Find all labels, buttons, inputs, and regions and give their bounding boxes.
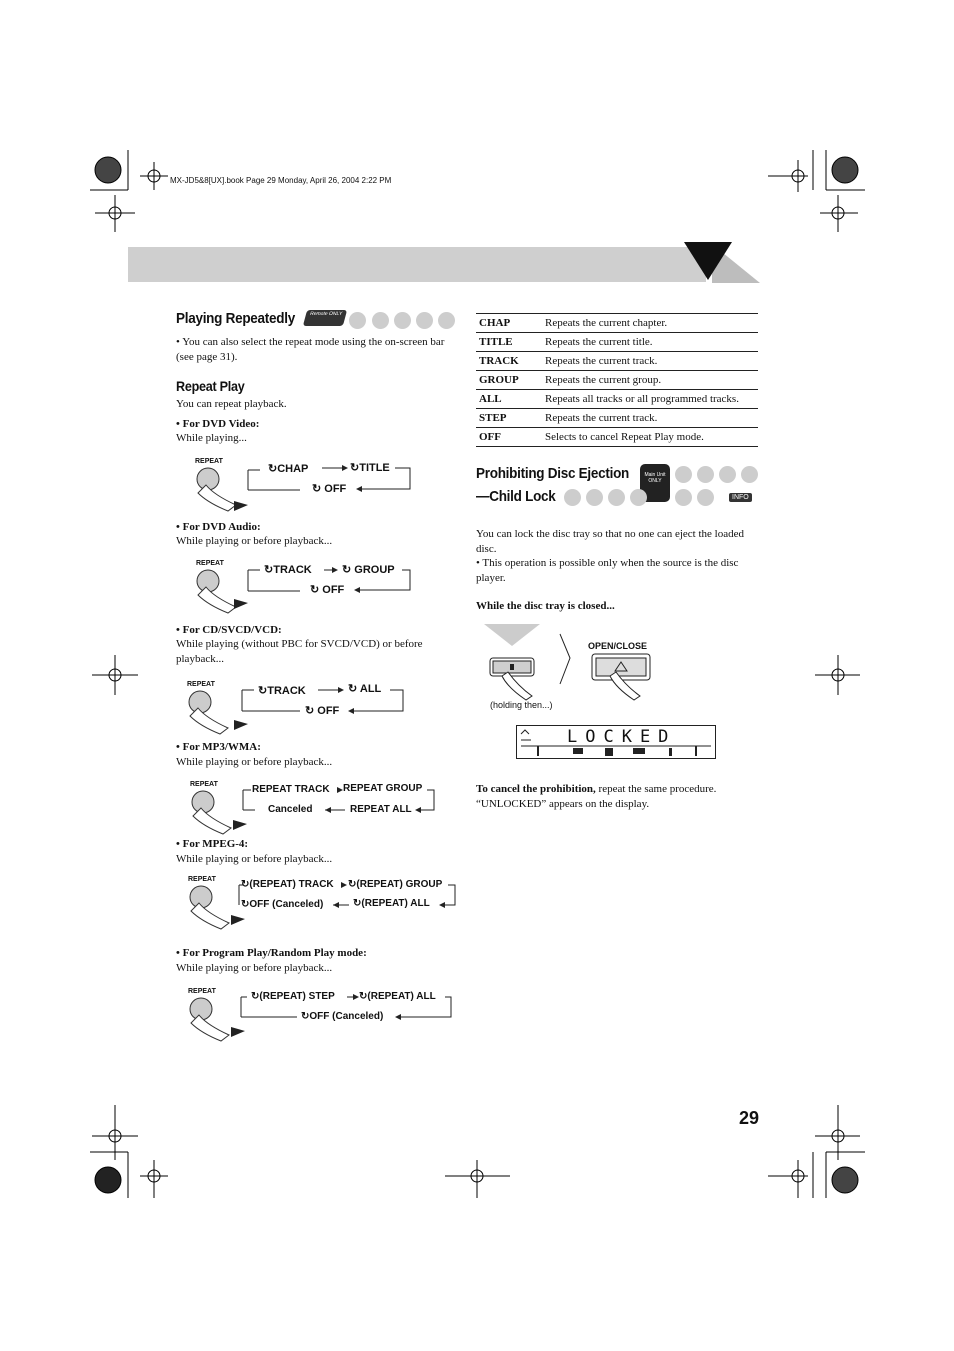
- child-lock-bullet: • This operation is possible only when the source is the disc player.: [476, 557, 739, 584]
- mode-canceled: Canceled: [268, 804, 313, 815]
- table-row: CHAP Repeats the current chapter.: [476, 314, 758, 333]
- table-row: STEP Repeats the current track.: [476, 409, 758, 428]
- section-title-playing-repeatedly: Playing Repeatedly: [176, 310, 295, 327]
- mode-repeat-track: ↻(REPEAT) TRACK: [241, 879, 334, 890]
- table-row: TRACK Repeats the current track.: [476, 352, 758, 371]
- section-heading-program: • For Program Play/Random Play mode:: [176, 947, 367, 959]
- repeat-mode-table: [476, 313, 758, 447]
- repeat-button-label: REPEAT: [188, 988, 216, 995]
- section-text: While playing or before playback...: [176, 962, 333, 974]
- deco-dot: [349, 312, 366, 329]
- deco-dot: [438, 312, 455, 329]
- display-panel: [516, 725, 716, 759]
- mode-off-canceled: ↻OFF (Canceled): [301, 1011, 384, 1022]
- cancel-instructions: To cancel the prohibition, repeat the same procedure. “UNLOCKED” appears on the display.: [476, 783, 717, 810]
- mode-repeat-all: REPEAT ALL: [350, 804, 412, 815]
- section-heading-mp3: • For MP3/WMA:: [176, 741, 261, 753]
- info-tag: INFO: [729, 493, 752, 502]
- deco-dot: [564, 489, 581, 506]
- repeat-button-label: REPEAT: [188, 876, 216, 883]
- mode-repeat-step: ↻(REPEAT) STEP: [251, 991, 335, 1002]
- deco-dot: [697, 489, 714, 506]
- diagram-program: [183, 985, 458, 1045]
- section-heading-dvd-video: • For DVD Video:: [176, 418, 260, 430]
- deco-dot: [719, 466, 736, 483]
- section-text: While playing or before playback...: [176, 756, 333, 768]
- top-banner: [128, 247, 706, 282]
- section-title-child-lock-2: —Child Lock: [476, 488, 556, 505]
- diagram-mp3: [185, 778, 445, 838]
- page-number: 29: [739, 1108, 760, 1128]
- mode-off-canceled: ↻OFF (Canceled): [241, 899, 324, 910]
- section-heading-cd: • For CD/SVCD/VCD:: [176, 624, 282, 636]
- mode-track: ↻TRACK: [258, 685, 306, 697]
- deco-dot: [630, 489, 647, 506]
- mode-group: ↻ GROUP: [342, 564, 395, 576]
- diagram-dvd-audio: [190, 557, 430, 617]
- deco-dot: [416, 312, 433, 329]
- deco-dot: [741, 466, 758, 483]
- section-text: While playing or before playback...: [176, 535, 333, 547]
- section-heading-dvd-audio: • For DVD Audio:: [176, 521, 261, 533]
- deco-dot: [608, 489, 625, 506]
- deco-dot: [697, 466, 714, 483]
- mode-repeat-all: ↻(REPEAT) ALL: [353, 898, 430, 909]
- section-text: While playing...: [176, 432, 247, 444]
- remote-only-label: Remote ONLY: [309, 311, 343, 317]
- display-text: LOCKED: [567, 727, 677, 747]
- holding-label: (holding then...): [490, 700, 553, 710]
- deco-dot: [586, 489, 603, 506]
- remote-only-badge: [303, 310, 347, 326]
- table-row: ALL Repeats all tracks or all programmed tracks.: [476, 390, 758, 409]
- section-title-child-lock-1: Prohibiting Disc Ejection: [476, 465, 630, 482]
- repeat-button-label: REPEAT: [190, 781, 218, 788]
- mode-title: ↻TITLE: [350, 462, 390, 474]
- table-row: OFF Selects to cancel Repeat Play mode.: [476, 428, 758, 447]
- section-text: While playing (without PBC for SVCD/VCD) or before playback...: [176, 638, 423, 665]
- section-heading-mpeg4: • For MPEG-4:: [176, 838, 249, 850]
- repeat-button-label: REPEAT: [195, 458, 223, 465]
- mode-off: ↻ OFF: [305, 705, 340, 717]
- diagram-cd: [182, 678, 422, 738]
- while-closed-label: While the disc tray is closed...: [476, 600, 615, 612]
- mode-off: ↻ OFF: [312, 483, 347, 495]
- child-lock-intro: You can lock the disc tray so that no one can eject the loaded disc.: [476, 528, 744, 555]
- mode-repeat-all: ↻(REPEAT) ALL: [359, 991, 436, 1002]
- mode-off: ↻ OFF: [310, 584, 345, 596]
- subsection-title-repeat-play: Repeat Play: [176, 378, 245, 394]
- open-close-label: OPEN/CLOSE: [588, 641, 648, 651]
- deco-dot: [394, 312, 411, 329]
- section-text: While playing or before playback...: [176, 853, 333, 865]
- mode-track: ↻TRACK: [264, 564, 312, 576]
- table-row: TITLE Repeats the current title.: [476, 333, 758, 352]
- deco-dot: [675, 489, 692, 506]
- mode-repeat-track: REPEAT TRACK: [252, 784, 330, 795]
- header-file-info: MX-JD5&8[UX].book Page 29 Monday, April 26, 2004 2:22 PM: [170, 176, 392, 185]
- deco-dot: [675, 466, 692, 483]
- deco-dot: [372, 312, 389, 329]
- mode-all: ↻ ALL: [348, 683, 382, 695]
- table-row: GROUP Repeats the current group.: [476, 371, 758, 390]
- mode-repeat-group: ↻(REPEAT) GROUP: [348, 879, 443, 890]
- subsection-text: You can repeat playback.: [176, 398, 287, 410]
- repeat-button-label: REPEAT: [187, 681, 215, 688]
- diagram-dvd-video: [190, 455, 430, 515]
- mode-chap: ↻CHAP: [268, 463, 309, 475]
- banner-triangle: [684, 240, 760, 284]
- intro-bullet: • You can also select the repeat mode using the on-screen bar (see page 31).: [176, 336, 445, 363]
- mode-repeat-group: REPEAT GROUP: [343, 783, 423, 794]
- diagram-mpeg4: [183, 873, 458, 933]
- main-unit-only-label: Main Unit ONLY: [644, 472, 666, 484]
- repeat-button-label: REPEAT: [196, 560, 224, 567]
- lock-procedure-illustration: [480, 622, 680, 712]
